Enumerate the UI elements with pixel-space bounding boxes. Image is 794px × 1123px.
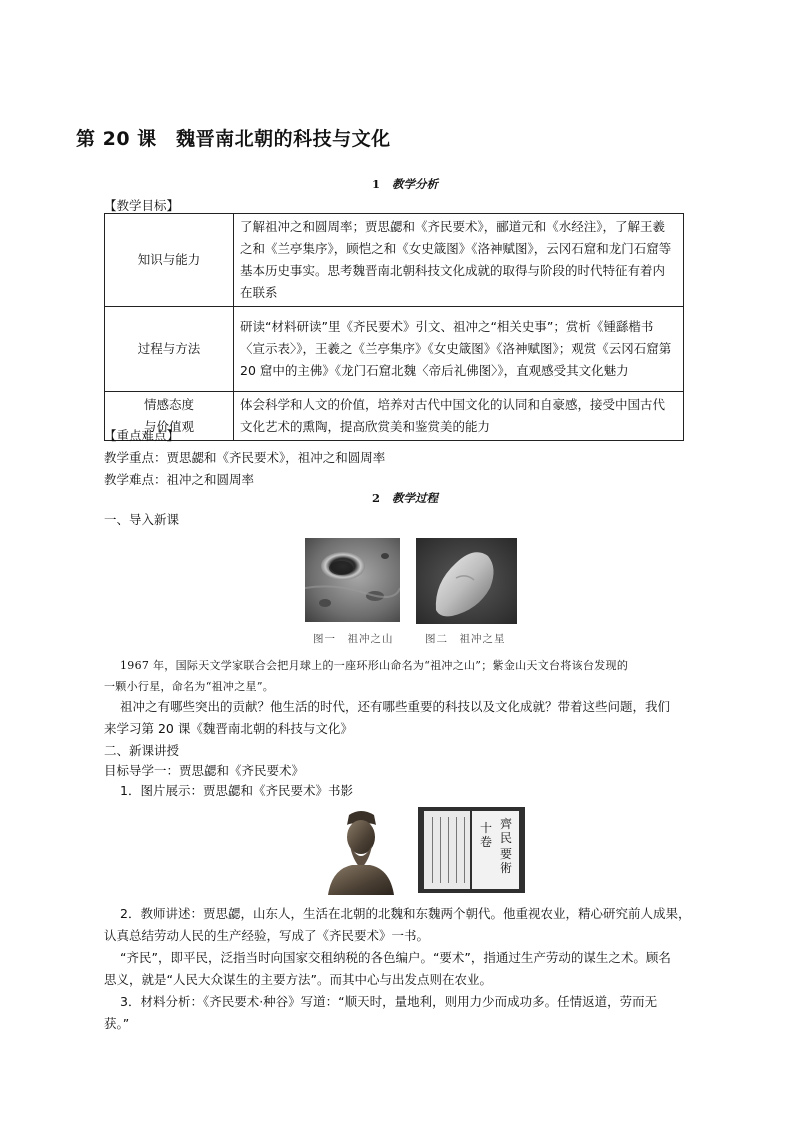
figure-caption-1: 图一 祖冲之山	[313, 633, 394, 645]
table-row	[105, 214, 684, 307]
goal-heading: 目标导学一：贾思勰和《齐民要术》	[104, 763, 305, 778]
key-point: 教学重点：贾思勰和《齐民要术》，祖冲之和圆周率	[104, 450, 386, 465]
table-row	[105, 307, 684, 392]
key-points-label: 【重点难点】	[104, 428, 180, 443]
objective-key: 过程与方法	[105, 307, 234, 392]
section-number: 1	[372, 177, 381, 191]
crater-photo	[305, 538, 400, 622]
book-left-page	[424, 811, 470, 889]
objective-text: 了解祖冲之和圆周率；贾思勰和《齐民要术》，郦道元和《水经注》，了解王羲之和《兰亭集序》，顾恺之和《女史箴图》《洛神赋图》，云冈石窟和龙门石窟等基本历史事实。思考魏晋南北朝科技文化成就的取得与阶段的时代特征有着内在联系	[234, 214, 684, 307]
book-title-col1: 齊民	[500, 817, 513, 845]
item-2-line: 2．教师讲述：贾思勰，山东人，生活在北朝的北魏和东魏两个朝代。他重视农业，精心研究前人成果，	[120, 906, 691, 921]
item-2b-line: 思义，就是“人民大众谋生的主要方法”。而其中心与出发点则在农业。	[104, 972, 492, 987]
book-title-col3: 十卷	[480, 821, 493, 849]
item-2b-line: “齐民”，即平民，泛指当时向国家交租纳税的各色编户。“要术”，指通过生产劳动的谋生之术。顾名	[120, 950, 671, 965]
intro-quote-line: 1967 年，国际天文学家联合会把月球上的一座环形山命名为“祖冲之山”；紫金山天文台将该台发现的	[120, 659, 629, 672]
item-2-line: 认真总结劳动人民的生产经验，写成了《齐民要术》一书。	[104, 928, 430, 943]
table-row	[105, 392, 684, 441]
item-1: 1．图片展示：贾思勰和《齐民要术》书影	[120, 783, 353, 798]
objective-key: 知识与能力	[105, 214, 234, 307]
book-title-col2: 要術	[500, 847, 513, 875]
section-name: 教学分析	[392, 177, 439, 191]
section-number: 2	[372, 491, 381, 505]
intro-question-line: 祖冲之有哪些突出的贡献？他生活的时代，还有哪些重要的科技以及文化成就？带着这些问题，我们	[120, 699, 671, 714]
item-3-line: 3．材料分析：《齐民要术·种谷》写道：“顺天时，量地利，则用力少而成功多。任情返道，劳而无	[120, 994, 658, 1009]
section-heading-process	[372, 490, 438, 506]
item-3-line: 获。”	[104, 1016, 130, 1031]
figure-caption-2: 图二 祖冲之星	[425, 633, 506, 645]
objectives-table	[104, 213, 684, 441]
jia-sixie-bust-photo	[322, 807, 400, 895]
intro-quote-line: 一颗小行星，命名为“祖冲之星”。	[104, 680, 275, 693]
intro-question-line: 来学习第 20 课《魏晋南北朝的科技与文化》	[104, 721, 353, 736]
objectives-label: 【教学目标】	[104, 198, 180, 213]
objective-key-line: 情感态度	[143, 397, 194, 412]
difficult-point: 教学难点：祖冲之和圆周率	[104, 472, 255, 487]
section-heading-analysis	[372, 176, 438, 192]
objective-text: 研读“材料研读”里《齐民要术》引文、祖冲之“相关史事”；赏析《锺繇楷书〈宣示表〉》，王羲之《兰亭集序》《女史箴图》《洛神赋图》；观赏《云冈石窟第 20 窟中的主佛》《龙门石窟北魏〈帝后礼佛图〉》，直观感受其文化魅力	[234, 307, 684, 392]
qimin-yaoshu-book-photo	[418, 807, 525, 893]
objective-key-line: 与价值观	[143, 419, 194, 434]
book-right-page	[472, 811, 519, 889]
objective-text: 体会科学和人文的价值，培养对古代中国文化的认同和自豪感，接受中国古代文化艺术的熏陶，提高欣赏美和鉴赏美的能力	[234, 392, 684, 441]
section-name: 教学过程	[392, 491, 439, 505]
intro-heading: 一、导入新课	[104, 512, 180, 527]
page-title: 第 20 课 魏晋南北朝的科技与文化	[76, 128, 391, 150]
asteroid-photo	[416, 538, 517, 624]
lecture-heading: 二、新课讲授	[104, 743, 180, 758]
